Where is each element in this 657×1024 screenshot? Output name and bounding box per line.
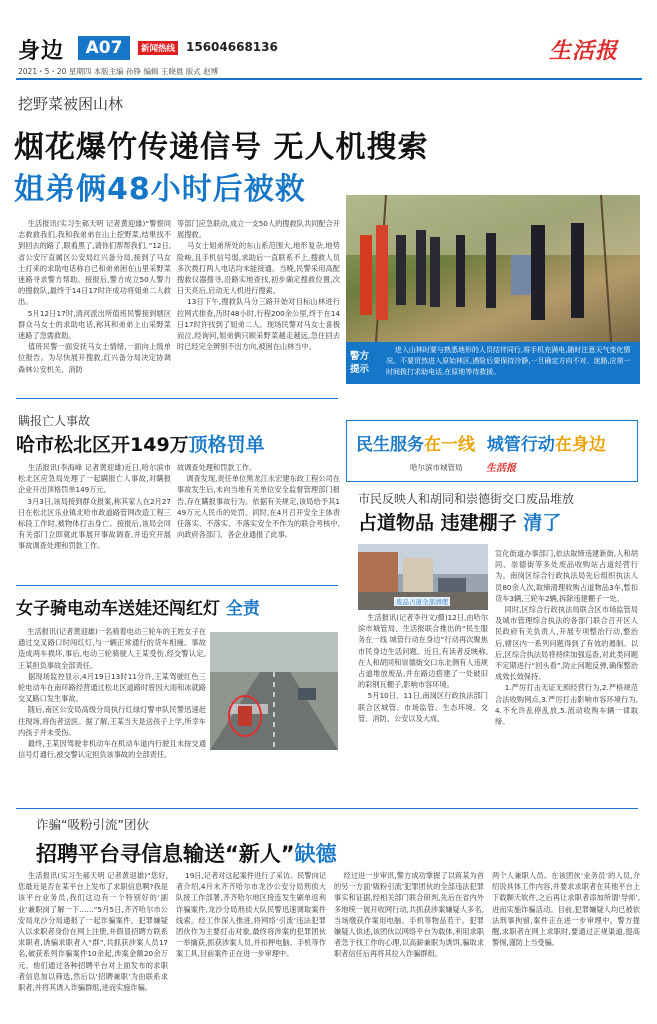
article3-headline-plain: 女子骑电动车送娃还闯红灯 — [16, 599, 220, 619]
article5-headline-plain: 招聘平台寻信息输送“新人” — [36, 842, 295, 866]
banner-logo: 生活报 — [486, 463, 516, 474]
header-divider — [16, 78, 642, 80]
article1-body-col1: 生活报讯(实习生郝天明 记者黄迎雄)“警察同志救救我们,我和我弟弟在山上挖野菜,结果找不到回去的路了,眼看黑了,请你们帮帮我们。”12日,省公安厅直属区公安局红兴备分局,接到了马女士打来的求助电话称自己和弟弟困在山里采野菜迷路寻求警方帮助。接报后,警方成立50人警力的搜救队,最终于14日17时许成功将姐弟二人救出。 5月12日17时,清河派出所值班民警接到辖区群众马女士的求助电话,称其和弟弟上山采野菜迷路了急需救助。 值班民警一面安抚马女士情绪,一面向上级单位报告。为尽快展开搜救,红兴备分局决定协调森林公安机关、消防 — [18, 219, 171, 374]
issue-meta: 2021・5・20 星期四 本版主编 孙铮 编辑 王晓晨 版式 赵博 — [18, 67, 219, 76]
article4-body-col2: 宣化街道办事部门,依法取缔违建新街,人和胡同、崇德街等多处废品收购站占道经营行为。南岗区综合行政执法局先后组织执法人员80余人次,取缔清理收购占道物品3车,暂扣货车3辆,三轮车2辆,拆除违建棚子一处。 同时,区综合行政执法局联合区市场监管局及城市管理综合执法的各部门联合召开区人民政府有关负责人,开展专项整治行动,整治后,辖区内一系列问题得到了有效的遏制。以后,区综合执法局将持续加强巡查,对此类问题不定期进行“回头看”,防止问题反弹,确保整治成效长效保持。 1.严厉打击无证无照经营行为,2.严格规范合法收购网点,3.严厉打击影响市容环境行为,4.不允许乱停乱放,5.流动收购车辆一律取缔。 — [495, 549, 638, 727]
article5-body-col1: 生活报讯(实习生郝天明 记者黄迎雄)“您好,您最近是否在某平台上发布了求职信息啊?我是该平台业务员,我们这边有一个特别好的‘副业’兼职岗了解一下……”5月5日,齐齐哈尔市公安局龙沙分局通报了一起诈骗案件。犯罪嫌疑人以求职者身份在网上注册,并假冒招聘方联系求职者,诱骗求职者入“群”,共抓获涉案人员17名,破获系列诈骗案件10余起,涉案金额20余万元。他们通过各种招聘平台对上面发布的求职者信息加以筛选,然后以‘招聘兼职’为由联系求职者,并将其诱入诈骗群组,进而实施诈骗。 — [18, 871, 168, 993]
traffic-camera-photo — [210, 632, 338, 750]
caption-text: 进入山林时要与熟悉地形的人员结伴同行,将手机充满电,随时注意天气变化情况。不要贸然进入原始林区,遇险后要保持冷静,一旦确定方向不对、迷路,应第一时间拨打求助电话,在原地等待救援。 — [386, 346, 631, 376]
article5-kicker: 诈骗“吸粉引流”团伙 — [36, 817, 149, 832]
article2-headline-plain: 哈市松北区开149万 — [16, 434, 189, 456]
street-photo — [358, 544, 488, 610]
article5-body-col2: 19日,记者对这起案件进行了采访。民警向记者介绍,4月末齐齐哈尔市龙沙公安分局刑侦大队接工作部署,齐齐哈尔地区接连发生刷单返利诈骗案件,龙沙分局刑侦大队民警迅速调取案件线索。经工作深入推进,将网络‘引流’违法犯罪团伙作为主要打击对象,最终将涉案的犯罪团伙一举擒获,抓获涉案人员,并扣押电脑、手机等作案工具,目前案件正在进一步审理中。 — [176, 871, 326, 959]
hotline-badge: 新闻热线 — [138, 41, 178, 55]
article3-body: 生活报讯(记者黄迎雄)一名骑着电动三轮车的王姓女子在通过交叉路口时闯红灯,与一辆正常通行的货车相撞。事故造成两车损坏,事后,电动三轮骑驶人王某受伤,经交警认定,王某担负事故全部责任。 据现场监控显示,4月19日13时11分许,王某驾驶红色三轮电动车在南环路经营通过松北区道路时曾因大雨和冰就路交叉路口发生事故。 随后,南区公安局高级分局执行红绿灯警申队民警迅速赶往现场,将伤者送医。据了解,王某当天是送孩子上学,所幸车内孩子并未受伤。 最终,王某因驾驶非机动车在机动车道内行驶且未按交通信号灯通行,被交警认定担负该事故的全部责任。 — [18, 627, 206, 760]
divider — [16, 585, 338, 586]
banner-slogan-right-hl: 在身边 — [554, 435, 606, 455]
article4-kicker: 市民反映人和胡同和崇德街交口废品堆放 — [358, 492, 575, 506]
newspaper-logo: 生活报 — [549, 39, 619, 64]
banner-slogan — [356, 430, 606, 455]
rescue-photo — [346, 195, 640, 342]
divider — [16, 398, 338, 399]
article3-headline-accent: 全责 — [225, 599, 260, 619]
street-photo-caption: 废品占道全部清理 — [396, 598, 448, 606]
article4-body-col1: 生活报讯(记者李丹文/摄)12日,由哈尔滨市城管局、生活报联合推出的“民生服务在一线 城管行动在身边”行动再次聚焦市民身边生活问题。近日,有读者反映称,在人和胡同和崇德街交口东北侧有人违规占道堆放废品,并在路边搭建了一处破旧的彩钢瓦棚子,影响市容环境。 5月10日、11日,南岗区行政执法部门联合区城管、市场监管、生态环境、交管、消防、公安以及大成、 — [358, 613, 488, 723]
article1-body-col2: 等部门应急联动,成立一支50人的搜救队共同配合开展搜救。 马女士姐弟所处的东山系范围大,地形复杂,地势险峻,且手机信号弱,求助后一直联系不上,搜救人员多次拨打两人电话均未能接通。当晚,民警采用高配搜救仪器搜寻,沿路实地查找,初步确定搜救位置,次日天亮后,启动无人机进行搜索。 13日下午,搜救队马分三路开始对目标山林进行拉网式排查,历时48小时,行程200余公里,终于在14日17时许找到了姐弟二人。现场民警对马女士喜极而泣,经询问,姐弟俩只顾采野菜越走越远,急住回去时已经完全辨别不出方向,被困在山林当中。 — [177, 219, 340, 352]
article5-headline — [36, 838, 337, 868]
banner-org: 哈尔滨市城管局 — [410, 463, 463, 472]
banner-slogan-right: 城管行动 — [486, 435, 555, 455]
article2-body-col1: 生活报讯(李海峰 记者黄迎雄)近日,哈尔滨市松北区应急局处理了一起瞒报亡人事故,对瞒报企业开出顶格罚单149万元。 3月3日,该局接到群众报案,称其家人在2月27日在松北区乐业镇北哈市政道路管网改造工程三标段工作时,被物体打击身亡。接报后,该局会同有关部门立即就此事展开事故调查,并追究开展事故调查处理和罚款工作。 — [18, 463, 171, 551]
photo-caption-box — [346, 342, 640, 384]
article5-body-col3: 经过进一步审讯,警方成功掌握了以蒋某为首的另一方面‘吸粉引流’犯罪团伙的全部违法犯罪事实和证据,经相关部门联合研判,先后在省内外多地统一展开收网行动,共抓获涉案嫌疑人多名,当场缴获作案用电脑、手机等物品若干。犯罪嫌疑人供述,该团伙以网络平台为载体,利用求职者急于找工作的心理,以高薪兼职为诱饵,骗取求职者信任后再将其拉入诈骗群组。 — [334, 871, 484, 959]
divider — [16, 808, 638, 809]
article5-body-col4: 两个人兼职人员。在该团伙‘业务员’的人员,介绍说具体工作内容,并要求求职者在其他平台上下载聊天软件,之后再让求职者添加所谓‘导师’,进而实施诈骗活动。目前,犯罪嫌疑人均已被依法刑事拘留,案件正在进一步审理中。警方提醒,求职者在网上求职时,要通过正规渠道,提高警惕,谨防上当受骗。 — [492, 871, 640, 948]
section-title: 身边 — [18, 39, 65, 64]
caption-label: 警方 提示 — [350, 351, 370, 375]
article3-headline — [16, 594, 260, 619]
article4-headline-accent: 清了 — [523, 512, 562, 534]
banner-slogan-left: 民生服务 — [356, 435, 424, 455]
rescue-photo-illustration — [346, 195, 640, 342]
page-number: A07 — [78, 36, 130, 60]
article4-headline — [358, 508, 561, 535]
article1-kicker: 挖野菜被困山林 — [18, 95, 124, 113]
article2-headline — [16, 430, 265, 457]
banner-slogan-left-hl: 在一线 — [424, 435, 475, 455]
article2-headline-accent: 顶格罚单 — [188, 434, 265, 456]
article4-headline-plain: 占道物品 违建棚子 — [358, 512, 517, 534]
traffic-photo-illustration — [210, 632, 338, 750]
article2-body-col2: 故调查处理和罚款工作。 调查发现,责任单位黑龙江永宏建东政工程公司在事故发生后,未向当地有关单位安全监督管理部门报告,存在瞒报事故行为。依据有关规定,该局给予其149万元人民币的处罚。同时,在4月召开安全主体责任落实、不落实、不落实安全不作为的联合考核中,向政府各部门、各企业通报了此事。 — [177, 463, 340, 540]
article5-headline-accent: 缺德 — [294, 842, 337, 866]
hotline-phone: 15604668136 — [186, 40, 278, 54]
article1-subheadline: 姐弟俩48小时后被救 — [14, 172, 306, 207]
article2-kicker: 瞒报亡人事故 — [18, 414, 91, 428]
article1-headline: 烟花爆竹传递信号 无人机搜索 — [14, 130, 429, 165]
